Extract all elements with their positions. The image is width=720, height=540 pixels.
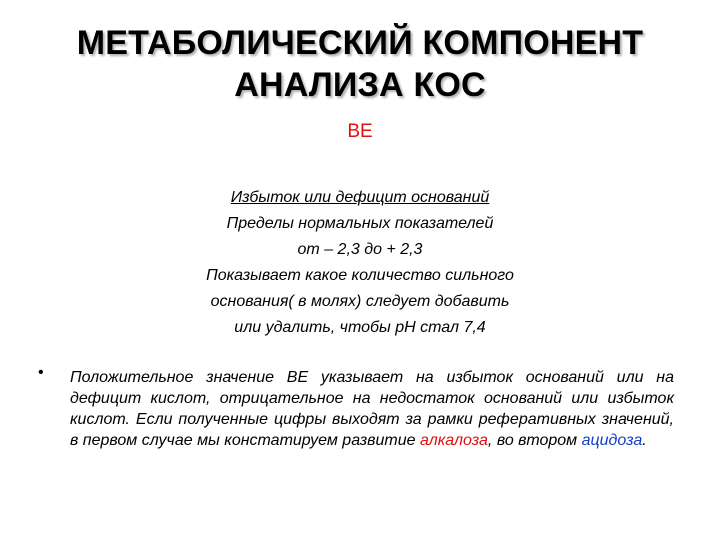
definition-line: или удалить, чтобы pH стал 7,4 — [234, 319, 486, 336]
definition-block — [120, 185, 600, 341]
definition-line: от – 2,3 до + 2,3 — [297, 241, 423, 258]
alkalosis-term: алкалоза — [420, 432, 488, 449]
title-line-2: АНАЛИЗА КОС — [234, 66, 486, 104]
title-line-1: МЕТАБОЛИЧЕСКИЙ КОМПОНЕНТ — [76, 24, 644, 62]
acidosis-term: ацидоза — [581, 432, 643, 449]
paragraph-end: . — [642, 432, 647, 449]
bullet-marker: • — [38, 364, 44, 381]
definition-line: основания( в молях) следует добавить — [210, 293, 510, 310]
bullet-paragraph — [70, 367, 674, 451]
definition-line: Пределы нормальных показателей — [226, 215, 494, 232]
definition-line: Показывает какое количество сильного — [206, 267, 514, 284]
paragraph-text: , во втором — [487, 432, 582, 449]
subtitle-be: BE — [347, 121, 373, 142]
definition-heading: Избыток или дефицит оснований — [230, 189, 490, 206]
paragraph-text: Положительное значение ВЕ указывает на избыток оснований или на дефицит кислот, отрицательное на недостаток оснований или избыток кислот. Если полученные цифры выходят за рамки реферативных значений, в первом случае мы констатируем развитие — [70, 369, 674, 449]
slide-title — [0, 22, 720, 106]
